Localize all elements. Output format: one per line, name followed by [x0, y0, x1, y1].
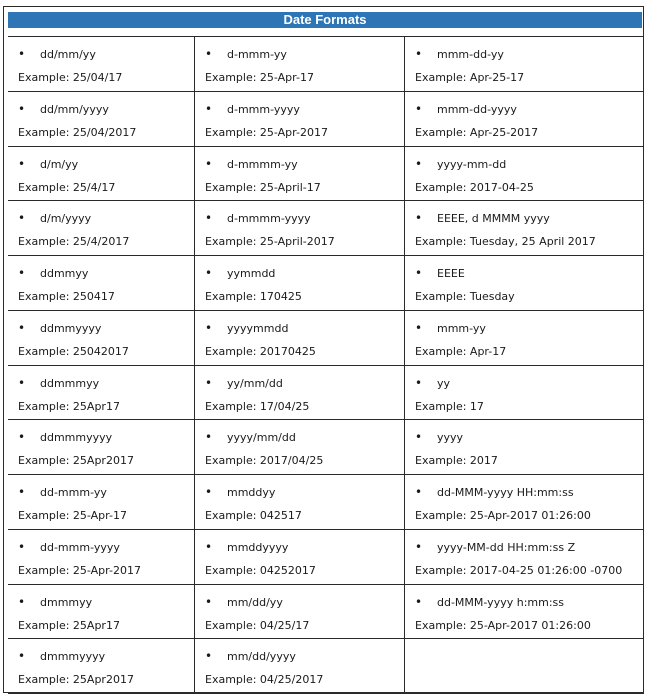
format-pattern: yyyy/mm/dd — [227, 431, 296, 445]
table-cell — [195, 475, 405, 530]
table-cell — [405, 311, 644, 366]
format-line — [18, 595, 92, 610]
format-line — [18, 376, 99, 391]
format-example: Example: 25-Apr-2017 01:26:00 — [415, 618, 591, 632]
format-example: Example: 25-Apr-2017 — [205, 125, 328, 139]
format-pattern: mm/dd/yyyy — [227, 650, 296, 664]
table-cell — [8, 92, 195, 147]
format-line — [18, 321, 101, 336]
format-line — [205, 321, 288, 336]
table-cell — [8, 256, 195, 311]
bullet-icon: • — [18, 375, 26, 390]
format-pattern: EEEE — [437, 267, 465, 280]
bullet-icon: • — [415, 430, 423, 445]
bullet-icon: • — [415, 320, 423, 335]
table-cell — [405, 420, 644, 475]
format-line — [415, 266, 465, 281]
table-cell — [405, 366, 644, 421]
format-line — [415, 430, 463, 445]
bullet-icon: • — [205, 649, 213, 664]
format-pattern: yy/mm/dd — [227, 376, 283, 390]
bullet-icon: • — [415, 539, 423, 554]
format-line — [415, 321, 486, 336]
format-line — [415, 376, 450, 391]
table-cell — [8, 475, 195, 530]
bullet-icon: • — [18, 539, 26, 554]
format-example: Example: 04252017 — [205, 563, 316, 577]
bullet-icon: • — [415, 266, 423, 280]
table-cell — [195, 256, 405, 311]
bullet-icon: • — [415, 47, 423, 61]
format-pattern: yyyy-MM-dd HH:mm:ss Z — [437, 540, 576, 554]
format-pattern: dmmmyyyy — [40, 650, 106, 664]
table-cell — [405, 37, 644, 92]
table-cell — [8, 37, 195, 92]
table-cell — [405, 92, 644, 147]
format-example: Example: 25-Apr-2017 01:26:00 — [415, 509, 591, 522]
format-example: Example: 25Apr17 — [18, 618, 120, 632]
format-example: Example: 042517 — [205, 509, 302, 522]
format-line — [18, 102, 109, 117]
bullet-icon: • — [415, 485, 423, 499]
format-pattern: d-mmmm-yy — [227, 157, 298, 171]
bullet-icon: • — [205, 211, 213, 226]
format-pattern: yyyy-mm-dd — [437, 157, 507, 171]
format-example: Example: 25042017 — [18, 344, 129, 358]
format-line — [205, 211, 311, 226]
date-formats-table — [8, 36, 644, 693]
format-line — [18, 540, 120, 555]
format-pattern: d/m/yyyy — [40, 212, 92, 226]
table-cell — [8, 147, 195, 202]
format-pattern: dd/mm/yyyy — [40, 102, 109, 116]
format-example: Example: 25-April-17 — [205, 180, 321, 194]
format-pattern: ddmmmyy — [40, 376, 100, 390]
bullet-icon: • — [18, 320, 26, 335]
format-example: Example: 25-Apr-17 — [18, 509, 127, 522]
table-cell — [195, 366, 405, 421]
table-cell — [195, 37, 405, 92]
format-example: Example: 25-Apr-17 — [205, 71, 314, 84]
bullet-icon: • — [18, 649, 26, 664]
table-cell — [8, 311, 195, 366]
format-pattern: yy — [437, 376, 451, 390]
format-pattern: dd-mmm-yyyy — [40, 540, 120, 554]
table-cell — [195, 311, 405, 366]
bullet-icon: • — [205, 156, 213, 171]
format-pattern: dmmmyy — [40, 595, 93, 609]
bullet-icon: • — [415, 101, 423, 116]
bullet-icon: • — [205, 101, 213, 116]
format-line — [18, 430, 112, 445]
format-example: Example: 2017-04-25 01:26:00 -0700 — [415, 563, 623, 577]
table-cell — [8, 639, 195, 694]
format-example: Example: 25/04/2017 — [18, 125, 137, 139]
format-line — [205, 595, 283, 610]
format-line — [205, 430, 296, 445]
format-line — [205, 266, 275, 281]
bullet-icon: • — [415, 156, 423, 171]
format-example: Example: 25Apr2017 — [18, 673, 134, 687]
format-example: Example: 2017/04/25 — [205, 454, 324, 468]
table-cell — [8, 420, 195, 475]
bullet-icon: • — [18, 485, 26, 499]
format-pattern: dd-MMM-yyyy h:mm:ss — [437, 595, 564, 609]
format-pattern: yyyy — [437, 431, 464, 445]
format-example: Example: Tuesday — [415, 290, 515, 303]
format-line — [18, 485, 107, 500]
table-cell — [405, 530, 644, 585]
format-pattern: dd-mmm-yy — [40, 486, 107, 499]
format-pattern: yymmdd — [227, 267, 276, 280]
format-example: Example: 25/04/17 — [18, 71, 123, 84]
bullet-icon: • — [205, 320, 213, 335]
format-pattern: ddmmyyyy — [40, 321, 102, 335]
table-cell — [195, 420, 405, 475]
table-cell — [195, 530, 405, 585]
format-example: Example: 04/25/2017 — [205, 673, 324, 687]
bullet-icon: • — [18, 211, 26, 226]
format-line — [415, 595, 564, 610]
format-line — [205, 485, 275, 500]
format-pattern: d-mmmm-yyyy — [227, 212, 311, 226]
bullet-icon: • — [18, 101, 26, 116]
table-cell — [8, 366, 195, 421]
bullet-icon: • — [205, 485, 213, 499]
bullet-icon: • — [205, 375, 213, 390]
format-pattern: dd-MMM-yyyy HH:mm:ss — [437, 486, 574, 499]
bullet-icon: • — [415, 375, 423, 390]
table-cell — [405, 201, 644, 256]
format-pattern: mmm-yy — [437, 321, 486, 335]
table-cell — [195, 639, 405, 694]
format-line — [205, 649, 296, 664]
format-example: Example: 25Apr2017 — [18, 454, 134, 468]
format-example: Example: 17 — [415, 399, 484, 413]
format-example: Example: Tuesday, 25 April 2017 — [415, 235, 596, 249]
format-pattern: mmm-dd-yy — [437, 48, 504, 61]
format-pattern: ddmmyy — [40, 267, 89, 280]
format-line — [18, 266, 88, 281]
format-example: Example: Apr-25-2017 — [415, 125, 539, 139]
format-pattern: mm/dd/yy — [227, 595, 283, 609]
bullet-icon: • — [18, 47, 26, 61]
format-pattern: EEEE, d MMMM yyyy — [437, 212, 550, 226]
format-example: Example: 2017-04-25 — [415, 180, 534, 194]
format-pattern: d-mmm-yyyy — [227, 102, 300, 116]
bullet-icon: • — [205, 47, 213, 61]
table-cell — [195, 147, 405, 202]
bullet-icon: • — [205, 266, 213, 280]
format-example: Example: Apr-25-17 — [415, 71, 525, 84]
format-example: Example: Apr-17 — [415, 344, 507, 358]
format-pattern: yyyymmdd — [227, 321, 289, 335]
format-pattern: mmddyyyy — [227, 540, 289, 554]
format-pattern: d-mmm-yy — [227, 48, 287, 61]
format-pattern: mmddyy — [227, 486, 276, 499]
table-cell — [405, 585, 644, 640]
format-line — [415, 485, 574, 500]
bullet-icon: • — [205, 430, 213, 445]
format-example: Example: 250417 — [18, 290, 115, 303]
format-line — [205, 540, 288, 555]
format-example: Example: 25/4/17 — [18, 180, 116, 194]
bullet-icon: • — [205, 539, 213, 554]
table-cell-empty — [405, 639, 644, 694]
bullet-icon: • — [18, 594, 26, 609]
format-example: Example: 25/4/2017 — [18, 235, 130, 249]
format-line — [415, 102, 517, 117]
table-cell — [195, 92, 405, 147]
format-line — [415, 47, 504, 62]
format-line — [415, 157, 506, 172]
table-cell — [405, 256, 644, 311]
bullet-icon: • — [18, 266, 26, 280]
format-line — [205, 376, 283, 391]
table-cell — [8, 585, 195, 640]
bullet-icon: • — [415, 594, 423, 609]
format-line — [205, 47, 287, 62]
format-line — [18, 47, 96, 62]
bullet-icon: • — [415, 211, 423, 226]
format-example: Example: 170425 — [205, 290, 302, 303]
format-line — [18, 157, 78, 172]
format-line — [205, 102, 300, 117]
format-line — [205, 157, 298, 172]
bullet-icon: • — [18, 430, 26, 445]
table-title: Date Formats — [8, 12, 642, 28]
format-line — [18, 649, 105, 664]
format-example: Example: 2017 — [415, 454, 498, 468]
table-cell — [8, 201, 195, 256]
format-pattern: d/m/yy — [40, 157, 79, 171]
format-example: Example: 20170425 — [205, 344, 316, 358]
format-example: Example: 17/04/25 — [205, 399, 310, 413]
format-line — [18, 211, 91, 226]
format-pattern: ddmmmyyyy — [40, 431, 113, 445]
format-example: Example: 25Apr17 — [18, 399, 120, 413]
table-cell — [405, 147, 644, 202]
table-cell — [195, 201, 405, 256]
format-line — [415, 540, 575, 555]
table-cell — [8, 530, 195, 585]
table-cell — [195, 585, 405, 640]
bullet-icon: • — [18, 156, 26, 171]
format-example: Example: 04/25/17 — [205, 618, 310, 632]
bullet-icon: • — [205, 594, 213, 609]
format-pattern: mmm-dd-yyyy — [437, 102, 517, 116]
format-example: Example: 25-Apr-2017 — [18, 563, 141, 577]
format-pattern: dd/mm/yy — [40, 48, 96, 61]
format-line — [415, 211, 550, 226]
format-example: Example: 25-April-2017 — [205, 235, 335, 249]
table-cell — [405, 475, 644, 530]
